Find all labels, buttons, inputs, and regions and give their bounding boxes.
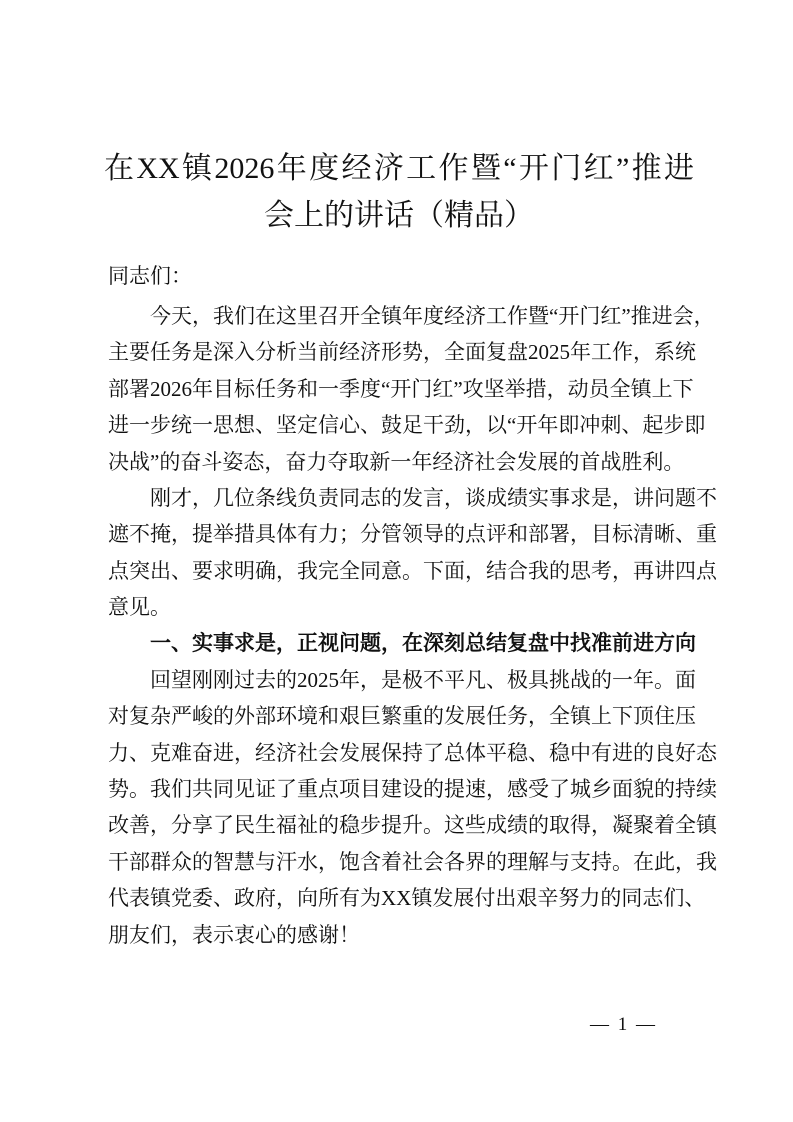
section-heading bbox=[108, 626, 696, 662]
document-body bbox=[108, 258, 717, 953]
title-line-1: 在XX镇2026年度经济工作暨“开门红”推进 bbox=[104, 152, 694, 185]
text-line: 代表镇党委、政府，向所有为XX镇发展付出艰辛努力的同志们、 bbox=[108, 886, 706, 911]
text-line: 力、克难奋进，经济社会发展保持了总体平稳、稳中有进的良好态 bbox=[108, 740, 717, 765]
text-line: 回望刚刚过去的2025年，是极不平凡、极具挑战的一年。面 bbox=[150, 667, 696, 692]
paragraph bbox=[108, 662, 717, 953]
text-line: 今天，我们在这里召开全镇年度经济工作暨“开门红”推进会， bbox=[150, 304, 715, 328]
text-line: 刚才，几位条线负责同志的发言，谈成绩实事求是，讲问题不 bbox=[150, 485, 717, 510]
text-line: 进一步统一思想、坚定信心、鼓足干劲，以“开年即冲刺、起步即 bbox=[108, 413, 706, 438]
text-line: 部署2026年目标任务和一季度“开门红”攻坚举措，动员全镇上下 bbox=[108, 376, 694, 401]
text-line: 主要任务是深入分析当前经济形势，全面复盘2025年工作，系统 bbox=[108, 340, 696, 365]
text-line: 干部群众的智慧与汗水，饱含着社会各界的理解与支持。在此，我 bbox=[108, 849, 717, 874]
salutation: 同志们： bbox=[108, 264, 192, 288]
text-line: 意见。 bbox=[108, 595, 171, 620]
text-line: 势。我们共同见证了重点项目建设的提速，感受了城乡面貌的持续 bbox=[108, 777, 717, 802]
text-line: 一、实事求是，正视问题，在深刻总结复盘中找准前进方向 bbox=[150, 631, 696, 655]
title-line-2: 会上的讲话（精品） bbox=[264, 199, 534, 232]
page-number: — 1 — bbox=[590, 1014, 657, 1035]
paragraphs bbox=[108, 298, 717, 953]
text-line: 点突出、要求明确，我完全同意。下面，结合我的思考，再讲四点 bbox=[108, 558, 717, 583]
text-line: 对复杂严峻的外部环境和艰巨繁重的发展任务，全镇上下顶住压 bbox=[108, 704, 696, 729]
paragraph bbox=[108, 480, 717, 626]
text-line: 改善，分享了民生福祉的稳步提升。这些成绩的取得，凝聚着全镇 bbox=[108, 813, 717, 838]
text-line: 决战”的奋斗姿态，奋力夺取新一年经济社会发展的首战胜利。 bbox=[108, 449, 685, 474]
text-line: 朋友们，表示衷心的感谢！ bbox=[108, 922, 360, 947]
text-line: 遮不掩，提举措具体有力；分管领导的点评和部署，目标清晰、重 bbox=[108, 522, 717, 547]
paragraph bbox=[108, 298, 715, 480]
document-title bbox=[104, 145, 694, 239]
